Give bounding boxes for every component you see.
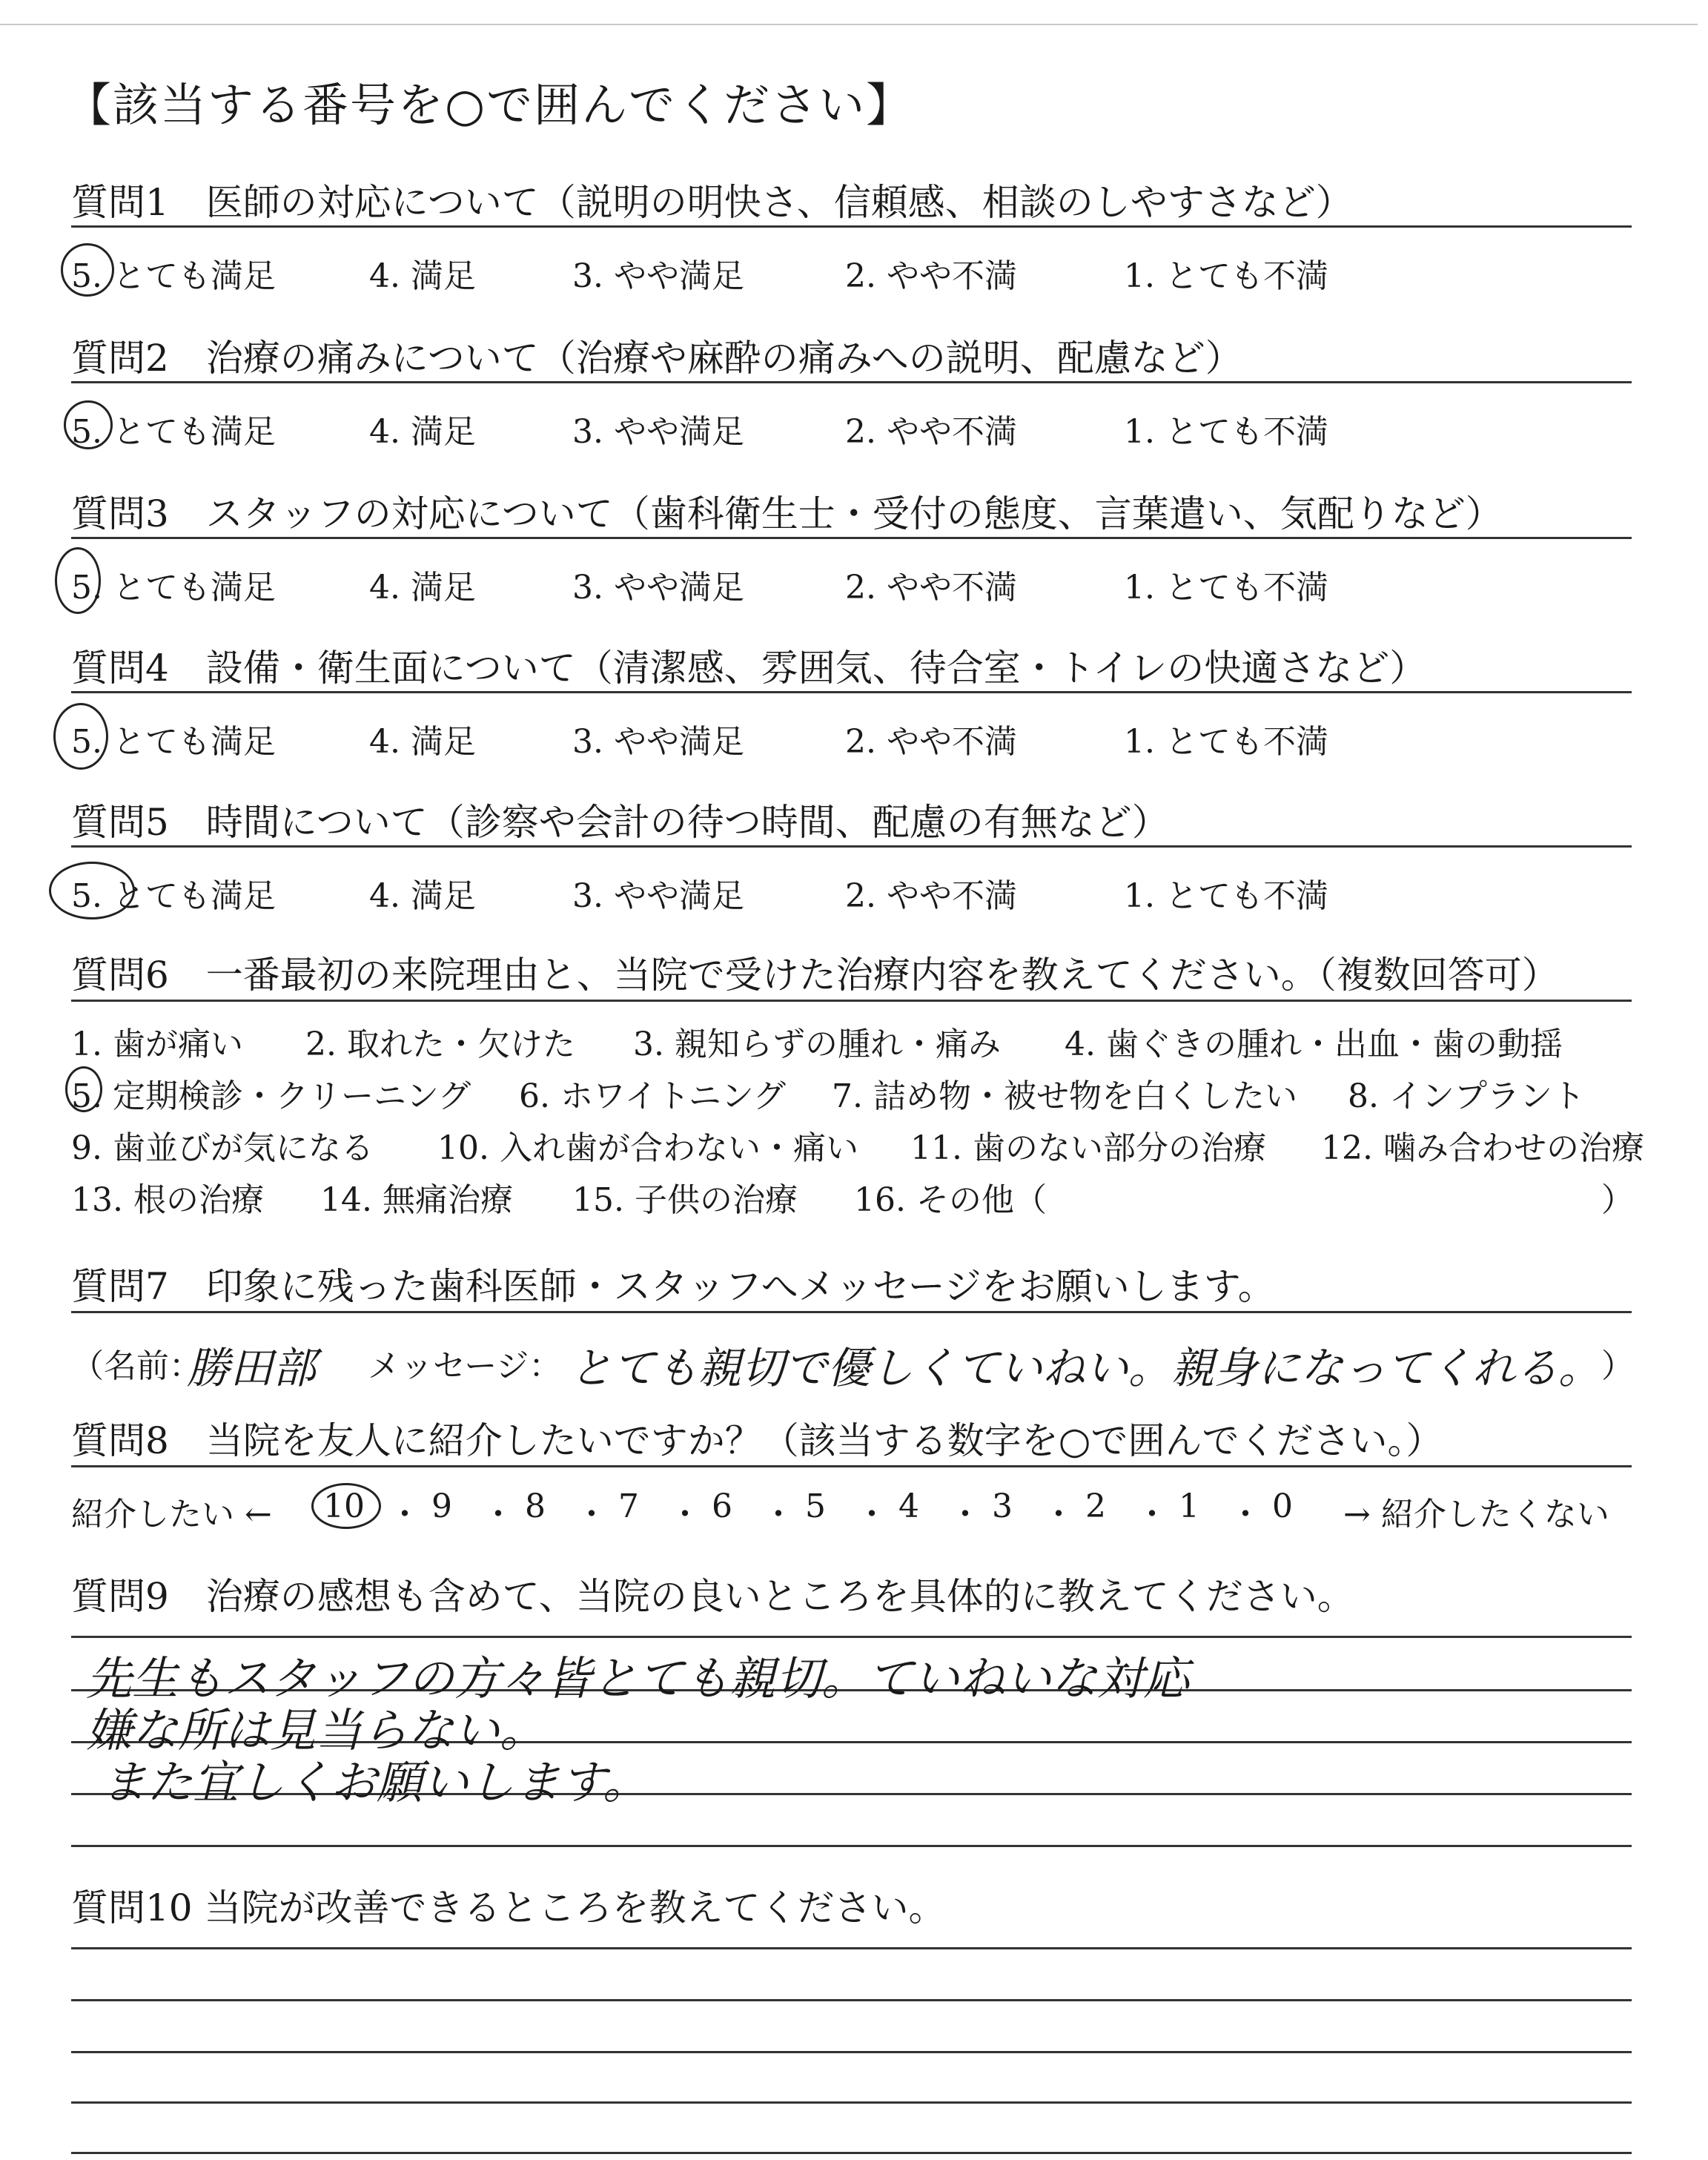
question-5-underline — [71, 845, 1632, 848]
reason-row-1 — [71, 1017, 1632, 1063]
option-somewhat-dissatisfied[interactable]: 2. やや不満 — [845, 257, 1017, 295]
top-border — [0, 24, 1698, 25]
answer-line — [71, 1845, 1632, 1847]
answer-line — [71, 1999, 1632, 2001]
reason-row-4 — [71, 1173, 1634, 1219]
reason-bite[interactable]: 12. 噛み合わせの治療 — [1321, 1129, 1644, 1167]
scale-dot: ・ — [388, 1496, 421, 1533]
question-8-heading: 質問8 当院を友人に紹介したいですか？（該当する数字を○で囲んでください。） — [71, 1419, 1443, 1462]
scale-5[interactable]: 5 — [805, 1487, 826, 1525]
message-field[interactable]: とても親切で優しくていねい。親身になってくれる。 — [569, 1343, 1602, 1393]
question-4-underline — [71, 691, 1632, 693]
scale-dot: ・ — [1136, 1496, 1168, 1533]
message-row — [71, 1333, 1634, 1393]
question-5-heading: 質問5 時間について（診察や会計の待つ時間、配慮の有無など） — [71, 801, 1169, 844]
scale-2[interactable]: 2 — [1085, 1487, 1106, 1525]
option-very-satisfied[interactable]: 5. とても満足 — [71, 413, 276, 451]
option-very-satisfied[interactable]: 5. とても満足 — [71, 723, 276, 761]
reason-denture[interactable]: 10. 入れ歯が合わない・痛い — [437, 1129, 858, 1167]
scale-dot: ・ — [949, 1496, 982, 1533]
scale-3[interactable]: 3 — [992, 1487, 1013, 1525]
question-1-heading: 質問1 医師の対応について（説明の明快さ、信頼感、相談のしやすさなど） — [71, 181, 1353, 224]
scale-dot: ・ — [1229, 1496, 1262, 1533]
scale-dot: ・ — [1042, 1496, 1075, 1533]
option-very-dissatisfied[interactable]: 1. とても不満 — [1124, 569, 1328, 607]
scale-dot: ・ — [762, 1496, 795, 1533]
option-satisfied[interactable]: 4. 満足 — [369, 569, 476, 607]
scale-10[interactable]: 10 — [323, 1487, 365, 1525]
answer-line — [71, 1636, 1632, 1638]
option-satisfied[interactable]: 4. 満足 — [369, 257, 476, 295]
answer-line — [71, 2101, 1632, 2104]
question-3-options — [71, 561, 1632, 607]
reason-other[interactable]: 16. その他（ — [854, 1181, 1047, 1219]
scale-dot: ・ — [482, 1496, 514, 1533]
recommend-scale-row — [71, 1487, 1632, 1532]
option-very-dissatisfied[interactable]: 1. とても不満 — [1124, 413, 1328, 451]
answer-text-1[interactable]: 先生もスタッフの方々皆とても親切。ていねいな対応 — [86, 1651, 1190, 1705]
reason-checkup-cleaning[interactable]: 5. 定期検診・クリーニング — [71, 1077, 471, 1115]
reason-white-fillings[interactable]: 7. 詰め物・被せ物を白くしたい — [832, 1077, 1297, 1115]
option-somewhat-dissatisfied[interactable]: 2. やや不満 — [845, 413, 1017, 451]
answer-line — [71, 1947, 1632, 1949]
recommend-right-label: → 紹介したくない — [1343, 1496, 1609, 1533]
reason-painless[interactable]: 14. 無痛治療 — [320, 1181, 513, 1219]
question-6-underline — [71, 1000, 1632, 1002]
option-satisfied[interactable]: 4. 満足 — [369, 413, 476, 451]
option-very-satisfied[interactable]: 5. とても満足 — [71, 877, 276, 915]
question-2-underline — [71, 381, 1632, 383]
answer-line — [71, 2051, 1632, 2053]
question-5-options — [71, 869, 1632, 915]
scale-dot: ・ — [575, 1496, 608, 1533]
question-3-underline — [71, 537, 1632, 539]
reason-other-close: ） — [1601, 1181, 1634, 1219]
option-very-satisfied[interactable]: 5. とても満足 — [71, 257, 276, 295]
reason-row-3 — [71, 1121, 1644, 1167]
question-10-heading: 質問10 当院が改善できるところを教えてください。 — [71, 1886, 946, 1929]
page-title: 【該当する番号を○で囲んでください】 — [65, 78, 914, 132]
answer-line — [71, 2152, 1632, 2154]
scale-9[interactable]: 9 — [431, 1487, 452, 1525]
option-somewhat-satisfied[interactable]: 3. やや満足 — [572, 877, 744, 915]
option-somewhat-satisfied[interactable]: 3. やや満足 — [572, 569, 744, 607]
question-4-heading: 質問4 設備・衛生面について（清潔感、雰囲気、待合室・トイレの快適さなど） — [71, 647, 1427, 690]
question-2-options — [71, 405, 1632, 451]
option-somewhat-dissatisfied[interactable]: 2. やや不満 — [845, 723, 1017, 761]
recommend-left-label: 紹介したい ← — [71, 1496, 272, 1533]
question-3-heading: 質問3 スタッフの対応について（歯科衛生士・受付の態度、言葉遣い、気配りなど） — [71, 492, 1503, 535]
answer-text-2[interactable]: 嫌な所は見当らない。 — [86, 1703, 546, 1757]
reason-alignment[interactable]: 9. 歯並びが気になる — [71, 1129, 374, 1167]
scale-dot: ・ — [855, 1496, 888, 1533]
question-9-heading: 質問9 治療の感想も含めて、当院の良いところを具体的に教えてください。 — [71, 1575, 1354, 1618]
scale-1[interactable]: 1 — [1179, 1487, 1199, 1525]
message-close: ） — [1601, 1347, 1634, 1385]
question-7-underline — [71, 1311, 1632, 1313]
question-2-heading: 質問2 治療の痛みについて（治療や麻酔の痛みへの説明、配慮など） — [71, 337, 1242, 380]
option-somewhat-satisfied[interactable]: 3. やや満足 — [572, 257, 744, 295]
option-very-dissatisfied[interactable]: 1. とても不満 — [1124, 723, 1328, 761]
option-somewhat-satisfied[interactable]: 3. やや満足 — [572, 723, 744, 761]
reason-implant[interactable]: 8. インプラント — [1348, 1077, 1585, 1115]
answer-text-3[interactable]: また宜しくお願いします。 — [101, 1755, 649, 1809]
question-1-options — [71, 249, 1632, 295]
option-satisfied[interactable]: 4. 満足 — [369, 877, 476, 915]
question-4-options — [71, 715, 1632, 761]
option-satisfied[interactable]: 4. 満足 — [369, 723, 476, 761]
reason-row-2 — [71, 1069, 1632, 1115]
reason-children[interactable]: 15. 子供の治療 — [572, 1181, 798, 1219]
option-somewhat-dissatisfied[interactable]: 2. やや不満 — [845, 569, 1017, 607]
question-1-underline — [71, 225, 1632, 228]
reason-whitening[interactable]: 6. ホワイトニング — [519, 1077, 787, 1115]
name-label: （名前： — [71, 1347, 202, 1385]
option-somewhat-dissatisfied[interactable]: 2. やや不満 — [845, 877, 1017, 915]
question-8-underline — [71, 1465, 1632, 1467]
option-very-dissatisfied[interactable]: 1. とても不満 — [1124, 257, 1328, 295]
scale-0[interactable]: 0 — [1272, 1487, 1293, 1525]
option-very-satisfied[interactable]: 5. とても満足 — [71, 569, 276, 607]
reason-root-canal[interactable]: 13. 根の治療 — [71, 1181, 264, 1219]
option-somewhat-satisfied[interactable]: 3. やや満足 — [572, 413, 744, 451]
reason-gum-swelling[interactable]: 4. 歯ぐきの腫れ・出血・歯の動揺 — [1065, 1025, 1563, 1063]
reason-toothache[interactable]: 1. 歯が痛い — [71, 1025, 243, 1063]
message-label: メッセージ： — [368, 1347, 562, 1385]
reason-wisdom-tooth[interactable]: 3. 親知らずの腫れ・痛み — [633, 1025, 1001, 1063]
recommend-scale — [323, 1487, 1391, 1532]
question-6-heading: 質問6 一番最初の来院理由と、当院で受けた治療内容を教えてください。（複数回答可） — [71, 954, 1559, 997]
scale-6[interactable]: 6 — [712, 1487, 732, 1525]
scale-7[interactable]: 7 — [618, 1487, 639, 1525]
scale-4[interactable]: 4 — [898, 1487, 919, 1525]
scale-dot: ・ — [669, 1496, 701, 1533]
name-field[interactable]: 勝田部 — [187, 1343, 317, 1393]
scale-8[interactable]: 8 — [525, 1487, 546, 1525]
option-very-dissatisfied[interactable]: 1. とても不満 — [1124, 877, 1328, 915]
reason-missing-tooth[interactable]: 11. 歯のない部分の治療 — [910, 1129, 1266, 1167]
question-7-heading: 質問7 印象に残った歯科医師・スタッフへメッセージをお願いします。 — [71, 1265, 1275, 1308]
reason-chipped[interactable]: 2. 取れた・欠けた — [305, 1025, 575, 1063]
